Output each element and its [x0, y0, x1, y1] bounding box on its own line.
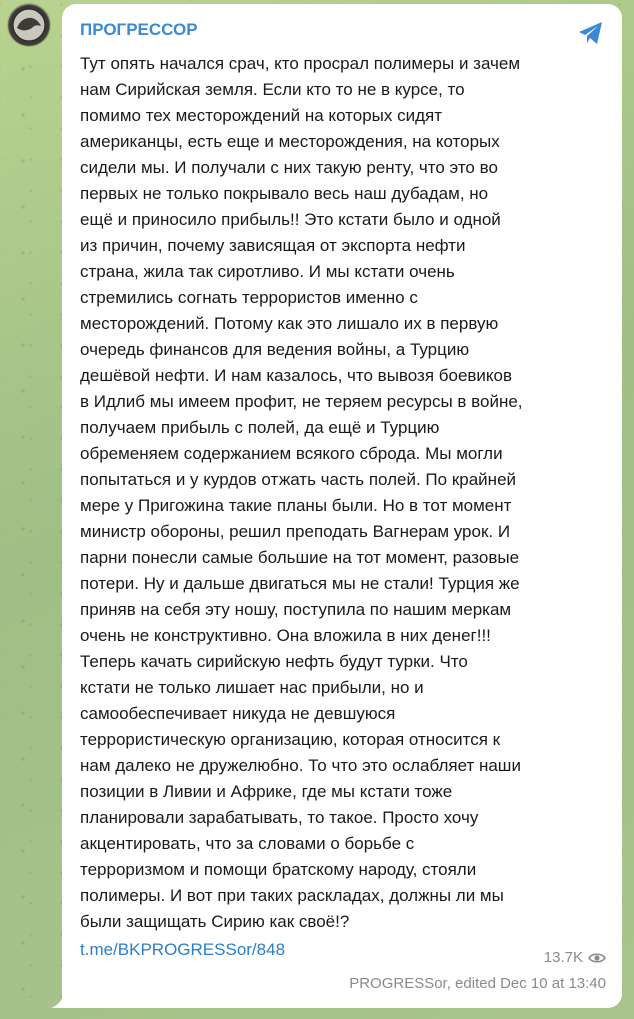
message-line: из причин, почему зависящая от экспорта нефти: [80, 236, 466, 255]
message-line: кстати не только лишает нас прибыли, но и: [80, 678, 424, 697]
message-line: планировали зарабатывать, то такое. Просто хочу: [80, 808, 479, 827]
message-line: министр обороны, решил преподать Вагнерам урок. И: [80, 522, 511, 541]
message-line: обременяем содержанием всякого сброда. Мы могли: [80, 444, 503, 463]
channel-avatar[interactable]: [8, 4, 50, 46]
message-line: были защищать Сирию как своё!?: [80, 912, 350, 931]
message-line: месторождений. Потому как это лишало их в первую: [80, 314, 499, 333]
message-line: в Идлиб мы имеем профит, не теряем ресурсы в войне,: [80, 392, 523, 411]
message-meta: PROGRESSor, edited Dec 10 at 13:40: [349, 975, 606, 992]
view-count: [544, 948, 606, 968]
message-line: террористическую организацию, которая относится к: [80, 730, 501, 749]
message-line: получаем прибыль с полей, да ещё и Турцию: [80, 418, 440, 437]
message-line: Тут опять начался срач, кто просрал полимеры и зачем: [80, 54, 521, 73]
eye-icon: [588, 951, 606, 965]
view-count-value: 13.7K: [543, 949, 583, 966]
message-line: первых не только покрывало весь наш дубадам, но: [80, 184, 489, 203]
message-line: ещё и приносило прибыль!! Это кстати было и одной: [80, 210, 501, 229]
message-line: страна, жила так сиротливо. И мы кстати очень: [80, 262, 455, 281]
channel-name[interactable]: ПРОГРЕССОР: [80, 20, 198, 39]
message-line: терроризмом и помощи братскому народу, стояли: [80, 860, 477, 879]
message-line: нам Сирийская земля. Если кто то не в курсе, то: [80, 80, 465, 99]
message-line: нам далеко не дружелюбно. То что это ослабляет наши: [80, 756, 521, 775]
message-line: потери. Ну и дальше двигаться мы не стали! Турция же: [80, 574, 520, 593]
message-line: дешёвой нефти. И нам казалось, что вывозя боевиков: [80, 366, 513, 385]
message-line: самообеспечивает никуда не девшуюся: [80, 704, 396, 723]
message-line: американцы, есть еще и месторождения, на которых: [80, 132, 500, 151]
avatar-emblem-icon: [8, 4, 50, 46]
message-line: приняв на себя эту ношу, поступила по нашим меркам: [80, 600, 512, 619]
message-line: стремились согнать террористов именно с: [80, 288, 418, 307]
message-line: попытаться и у курдов отжать часть полей. По крайней: [80, 470, 517, 489]
message-line: очередь финансов для ведения войны, а Турцию: [80, 340, 470, 359]
message-line: позиции в Ливии и Африке, где мы кстати тоже: [80, 782, 453, 801]
message-line: помимо тех месторождений на которых сидят: [80, 106, 442, 125]
message-bubble: [62, 4, 622, 1008]
message-line: акцентировать, что за словами о борьбе с: [80, 834, 415, 853]
message-line: полимеры. И вот при таких раскладах, должны ли мы: [80, 886, 504, 905]
message-link[interactable]: t.me/BKPROGRESSor/848: [80, 940, 286, 959]
message-line: парни понесли самые большие на тот момент, разовые: [80, 548, 520, 567]
message-line: сидели мы. И получали с них такую ренту, что это во: [80, 158, 498, 177]
message-line: мере у Пригожина такие планы были. Но в тот момент: [80, 496, 512, 515]
message-line: очень не конструктивно. Она вложила в них денег!!!: [80, 626, 491, 645]
message-text: [80, 51, 606, 935]
message-line: Теперь качать сирийскую нефть будут турки. Что: [80, 652, 468, 671]
telegram-share-icon[interactable]: [576, 18, 606, 48]
